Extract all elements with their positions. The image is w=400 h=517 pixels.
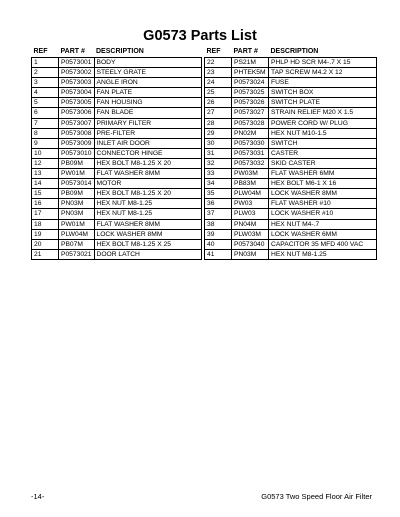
table-row (205, 169, 377, 179)
part-number-cell: PB09M (59, 158, 95, 168)
table-row (205, 98, 377, 108)
part-number-cell: PB09M (59, 189, 95, 199)
description-cell: FAN BLADE (94, 108, 201, 118)
description-cell: LOCK WASHER 8MM (94, 229, 201, 239)
description-cell: HEX NUT M8-1.25 (94, 209, 201, 219)
table-row (205, 58, 377, 68)
table-row (205, 219, 377, 229)
table-row (205, 108, 377, 118)
ref-cell: 13 (32, 169, 59, 179)
ref-cell: 30 (205, 138, 232, 148)
part-number-cell: P0573026 (232, 98, 269, 108)
table-header-row (32, 47, 202, 58)
description-cell: FAN HOUSING (94, 98, 201, 108)
table-row (32, 219, 202, 229)
ref-cell: 14 (32, 179, 59, 189)
table-row (32, 169, 202, 179)
part-number-cell: P0573014 (59, 179, 95, 189)
description-cell: ANGLE IRON (94, 78, 201, 88)
table-row (32, 108, 202, 118)
description-column-header: DESCRIPTION (96, 48, 144, 55)
parts-table-left-body (32, 58, 202, 260)
ref-cell: 3 (32, 78, 59, 88)
part-number-cell: P0573005 (59, 98, 95, 108)
ref-cell: 32 (205, 158, 232, 168)
description-cell: PRIMARY FILTER (94, 118, 201, 128)
description-cell: HEX BOLT M6-1 X 16 (269, 179, 377, 189)
description-column-header: DESCRIPTION (270, 48, 319, 55)
description-cell: MOTOR (94, 179, 201, 189)
table-row (205, 68, 377, 78)
description-cell: CONNECTOR HINGE (94, 148, 201, 158)
part-number-cell: P0573024 (232, 78, 269, 88)
table-row (205, 209, 377, 219)
ref-cell: 18 (32, 219, 59, 229)
ref-cell: 40 (205, 239, 232, 249)
ref-cell: 24 (205, 78, 232, 88)
table-row (32, 239, 202, 249)
table-row (32, 128, 202, 138)
table-row (205, 189, 377, 199)
description-cell: DOOR LATCH (94, 249, 201, 259)
description-cell: FLAT WASHER 8MM (94, 169, 201, 179)
part-number-cell: P0573001 (59, 58, 95, 68)
description-cell: TAP SCREW M4.2 X 12 (269, 68, 377, 78)
table-row (205, 249, 377, 259)
part-number-cell: P0573021 (59, 249, 95, 259)
part-number-cell: PN03M (232, 249, 269, 259)
description-cell: FLAT WASHER 6MM (269, 169, 377, 179)
ref-cell: 4 (32, 88, 59, 98)
ref-cell: 21 (32, 249, 59, 259)
part-number-cell: PW03 (232, 199, 269, 209)
part-number-cell: PLW03M (232, 229, 269, 239)
page-number: -14- (31, 492, 45, 501)
part-number-cell: PW01M (59, 219, 95, 229)
ref-cell: 1 (32, 58, 59, 68)
part-number-cell: PHTEK5M (232, 68, 269, 78)
part-number-cell: PS21M (232, 58, 269, 68)
ref-cell: 23 (205, 68, 232, 78)
description-cell: HEX NUT M8-1.25 (94, 199, 201, 209)
ref-cell: 9 (32, 138, 59, 148)
ref-cell: 19 (32, 229, 59, 239)
ref-cell: 36 (205, 199, 232, 209)
table-row (32, 58, 202, 68)
ref-cell: 6 (32, 108, 59, 118)
description-cell: SWITCH PLATE (269, 98, 377, 108)
description-cell: HEX BOLT M8-1.25 X 25 (94, 239, 201, 249)
description-cell: PRE-FILTER (94, 128, 201, 138)
part-number-cell: P0573007 (59, 118, 95, 128)
part-number-cell: P0573025 (232, 88, 269, 98)
page-title: G0573 Parts List (143, 28, 257, 44)
description-cell: BODY (94, 58, 201, 68)
table-row (32, 88, 202, 98)
table-row (32, 68, 202, 78)
table-row (32, 189, 202, 199)
parts-table-right (204, 47, 377, 260)
table-row (32, 249, 202, 259)
part-number-cell: P0573028 (232, 118, 269, 128)
description-cell: LOCK WASHER #10 (269, 209, 377, 219)
table-row (32, 209, 202, 219)
ref-cell: 29 (205, 128, 232, 138)
table-row (32, 138, 202, 148)
description-cell: INLET AIR DOOR (94, 138, 201, 148)
part-number-cell: P0573031 (232, 148, 269, 158)
ref-column-header: REF (33, 48, 48, 55)
part-number-cell: P0573003 (59, 78, 95, 88)
part-number-cell: PN02M (232, 128, 269, 138)
table-row (205, 199, 377, 209)
part-number-cell: P0573009 (59, 138, 95, 148)
table-row (32, 158, 202, 168)
ref-cell: 5 (32, 98, 59, 108)
table-header-row (205, 47, 377, 58)
ref-cell: 20 (32, 239, 59, 249)
part-number-cell: PB07M (59, 239, 95, 249)
description-cell: SWITCH BOX (269, 88, 377, 98)
part-number-cell: PLW03 (232, 209, 269, 219)
ref-cell: 33 (205, 169, 232, 179)
part-number-cell: P0573040 (232, 239, 269, 249)
table-row (205, 78, 377, 88)
description-cell: CAPACITOR 35 MFD 400 VAC (269, 239, 377, 249)
table-row (205, 158, 377, 168)
table-row (32, 148, 202, 158)
part-number-cell: PW01M (59, 169, 95, 179)
ref-cell: 16 (32, 199, 59, 209)
ref-cell: 35 (205, 189, 232, 199)
part-number-cell: PB83M (232, 179, 269, 189)
part-number-cell: P0573006 (59, 108, 95, 118)
part-number-cell: PN03M (59, 209, 95, 219)
ref-cell: 38 (205, 219, 232, 229)
part-number-cell: P0573008 (59, 128, 95, 138)
parts-table-right-body (205, 58, 377, 260)
ref-cell: 25 (205, 88, 232, 98)
part-number-cell: PN04M (232, 219, 269, 229)
part-number-cell: P0573002 (59, 68, 95, 78)
ref-cell: 2 (32, 68, 59, 78)
description-cell: SWITCH (269, 138, 377, 148)
description-cell: LOCK WASHER 6MM (269, 229, 377, 239)
part-number-cell: P0573030 (232, 138, 269, 148)
ref-cell: 34 (205, 179, 232, 189)
description-cell: PHLP HD SCR M4-.7 X 15 (269, 58, 377, 68)
ref-cell: 8 (32, 128, 59, 138)
table-row (205, 128, 377, 138)
table-row (205, 88, 377, 98)
ref-cell: 12 (32, 158, 59, 168)
part-column-header: PART # (233, 48, 258, 55)
table-row (205, 229, 377, 239)
ref-cell: 10 (32, 148, 59, 158)
ref-cell: 41 (205, 249, 232, 259)
table-row (32, 199, 202, 209)
part-number-cell: P0573032 (232, 158, 269, 168)
ref-cell: 28 (205, 118, 232, 128)
table-row (32, 179, 202, 189)
table-row (32, 98, 202, 108)
ref-cell: 31 (205, 148, 232, 158)
part-number-cell: PLW04M (232, 189, 269, 199)
table-row (205, 179, 377, 189)
table-row (205, 239, 377, 249)
ref-cell: 27 (205, 108, 232, 118)
description-cell: FLAT WASHER 8MM (94, 219, 201, 229)
description-cell: HEX NUT M4-.7 (269, 219, 377, 229)
table-row (32, 229, 202, 239)
part-number-cell: PLW04M (59, 229, 95, 239)
description-cell: HEX BOLT M8-1.25 X 20 (94, 158, 201, 168)
description-cell: STRAIN RELIEF M20 X 1.5 (269, 108, 377, 118)
description-cell: HEX BOLT M8-1.25 X 20 (94, 189, 201, 199)
part-number-cell: PN03M (59, 199, 95, 209)
description-cell: STEELY GRATE (94, 68, 201, 78)
ref-cell: 22 (205, 58, 232, 68)
ref-column-header: REF (206, 48, 221, 55)
description-cell: HEX NUT M8-1.25 (269, 249, 377, 259)
ref-cell: 39 (205, 229, 232, 239)
description-cell: LOCK WASHER 8MM (269, 189, 377, 199)
part-number-cell: P0573004 (59, 88, 95, 98)
part-number-cell: P0573010 (59, 148, 95, 158)
table-row (205, 148, 377, 158)
ref-cell: 37 (205, 209, 232, 219)
table-row (32, 78, 202, 88)
part-column-header: PART # (60, 48, 85, 55)
ref-cell: 26 (205, 98, 232, 108)
ref-cell: 15 (32, 189, 59, 199)
table-row (32, 118, 202, 128)
description-cell: FUSE (269, 78, 377, 88)
description-cell: FAN PLATE (94, 88, 201, 98)
description-cell: POWER CORD W/ PLUG (269, 118, 377, 128)
part-number-cell: PW03M (232, 169, 269, 179)
description-cell: HEX NUT M10-1.5 (269, 128, 377, 138)
table-row (205, 138, 377, 148)
description-cell: CASTER (269, 148, 377, 158)
ref-cell: 17 (32, 209, 59, 219)
description-cell: FLAT WASHER #10 (269, 199, 377, 209)
description-cell: SKID CASTER (269, 158, 377, 168)
part-number-cell: P0573027 (232, 108, 269, 118)
parts-table-left (31, 47, 202, 260)
ref-cell: 7 (32, 118, 59, 128)
table-row (205, 118, 377, 128)
document-title-footer: G0573 Two Speed Floor Air Filter (261, 492, 372, 501)
